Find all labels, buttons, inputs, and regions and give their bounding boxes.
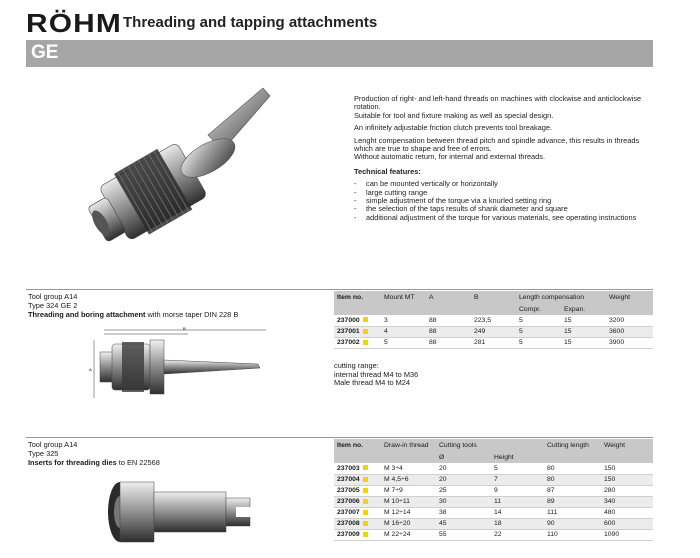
range-title: cutting range: <box>334 361 379 370</box>
section1-table <box>334 291 653 349</box>
table-row: 237008 M 16÷20 45 18 90 600 <box>334 518 653 529</box>
section1-type: Type 324 GE 2 <box>28 301 78 310</box>
section2-table <box>334 439 653 541</box>
cutting-range <box>334 362 418 388</box>
section1-group: Tool group A14 <box>28 292 78 301</box>
features-title: Technical features: <box>354 166 421 176</box>
col-cutting-tools: Cutting tools <box>436 439 544 451</box>
product-image-attachment <box>88 80 278 270</box>
col-a: A <box>426 291 471 303</box>
section2-info <box>28 440 160 467</box>
col-draw: Draw-in thread <box>381 439 436 451</box>
col-b: B <box>471 291 516 303</box>
product-code-bar <box>26 40 653 67</box>
section2-title-bold: Inserts for threading dies <box>28 458 117 467</box>
feature-item: - the selection of the taps results of shank diameter and square <box>354 205 654 213</box>
section-divider <box>26 289 653 290</box>
table-row: 237002 5 88 281 5 15 3900 <box>334 337 653 348</box>
table-row: 237003 M 3÷4 20 5 80 150 <box>334 463 653 474</box>
feature-item: - additional adjustment of the torque for various materials, see operating instructions <box>354 214 654 222</box>
feature-item: - large cutting range <box>354 189 654 197</box>
col-height: Height <box>491 451 544 463</box>
section2-title-rest: to EN 22568 <box>116 458 160 467</box>
page-title: Threading and tapping attachments <box>123 14 378 31</box>
section1-info <box>28 292 238 319</box>
table-row: 237004 M 4,5÷6 20 7 80 150 <box>334 474 653 485</box>
col-weight: Weight <box>601 439 653 451</box>
features-list <box>354 180 654 222</box>
product-image-die-insert <box>100 474 260 554</box>
desc-paragraph-3: Lenght compensation between thread pitch and spindle advance, this results in threads which are true to shape and free of errors. <box>354 135 640 154</box>
table-row: 237009 M 22÷24 55 22 110 1090 <box>334 529 653 540</box>
product-description <box>354 95 654 222</box>
col-mount: Mount MT <box>381 291 426 303</box>
desc-paragraph-1: Production of right- and left-hand threads on machines with clockwise and anticlockwise rotation. <box>354 94 642 112</box>
table-row: 237005 M 7÷9 25 9 87 280 <box>334 485 653 496</box>
col-item: Item no. <box>334 439 381 451</box>
desc-paragraph-1b: Suitable for tool and fixture making as well as special design. <box>354 110 554 120</box>
feature-item: - simple adjustment of the torque via a knurled setting ring <box>354 197 654 205</box>
table-row: 237007 M 12÷14 38 14 111 480 <box>334 507 653 518</box>
section1-title-bold: Threading and boring attachment <box>28 310 146 319</box>
col-weight: Weight <box>606 291 653 303</box>
dim-label-a: A <box>89 367 92 372</box>
col-dia: Ø <box>436 451 491 463</box>
table-row: 237001 4 88 249 5 15 3600 <box>334 326 653 337</box>
rohm-logo: RÖHM <box>26 8 122 38</box>
table-row: 237000 3 88 223,5 5 15 3200 <box>334 315 653 326</box>
section1-title-rest: with morse taper DIN 228 B <box>145 310 239 319</box>
col-compr: Compr. <box>516 303 561 315</box>
feature-item: - can be mounted vertically or horizontally <box>354 180 654 188</box>
section-divider <box>26 437 653 438</box>
col-length-comp: Length compensation <box>516 291 606 303</box>
range-male: Male thread M4 to M24 <box>334 378 410 388</box>
section2-group: Tool group A14 <box>28 440 78 449</box>
col-expan: Expan. <box>561 303 606 315</box>
dim-label-b: B <box>183 326 186 331</box>
desc-paragraph-4: Without automatic return, for internal and external threads. <box>354 152 546 162</box>
product-code: GE <box>31 42 59 63</box>
table-row: 237006 M 10÷11 30 11 89 340 <box>334 496 653 507</box>
col-cutting-length: Cutting length <box>544 439 601 451</box>
desc-paragraph-2: An infinitely adjustable friction clutch prevents tool breakage. <box>354 123 553 133</box>
product-image-boring-attachment <box>88 326 268 401</box>
section2-type: Type 325 <box>28 449 59 458</box>
col-item: Item no. <box>334 291 381 303</box>
range-internal: internal thread M4 to M36 <box>334 369 419 379</box>
